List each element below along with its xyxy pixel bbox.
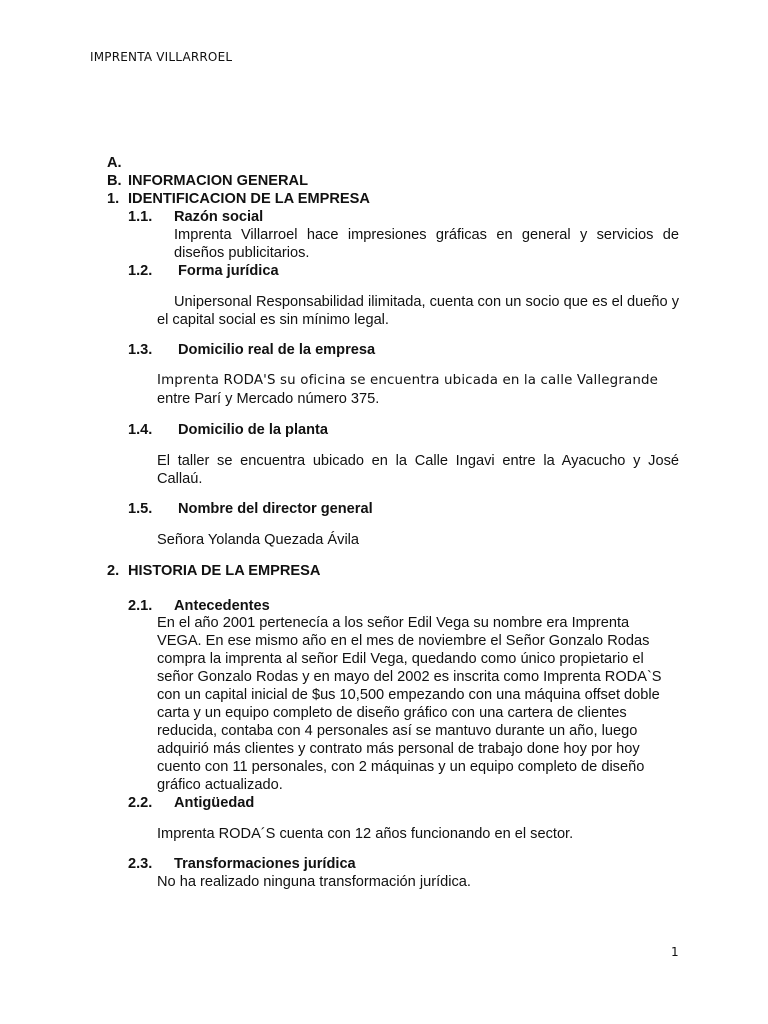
section-1-title: IDENTIFICACION DE LA EMPRESA bbox=[128, 191, 370, 207]
section-2-3-body: No ha realizado ninguna transformación jurídica. bbox=[157, 874, 471, 890]
outline-label-a: A. bbox=[107, 155, 122, 171]
section-2-3-number: 2.3. bbox=[128, 856, 153, 872]
section-2-number: 2. bbox=[107, 563, 120, 579]
section-1-1-body: Imprenta Villarroel hace impresiones gráficas en general y servicios de diseños publicitarios. bbox=[174, 227, 679, 261]
section-1-4-number: 1.4. bbox=[128, 422, 153, 438]
body-line: VEGA. En ese mismo año en el mes de noviembre el Señor Gonzalo Rodas bbox=[157, 633, 650, 649]
body-line: compra la imprenta al señor Edil Vega, quedando como único propietario el bbox=[157, 651, 644, 667]
section-1-1-number: 1.1. bbox=[128, 209, 153, 225]
body-line: reducida, contaba con 4 personales así se mantuvo durante un año, luego bbox=[157, 723, 638, 739]
body-line: En el año 2001 pertenecía a los señor Edil Vega su nombre era Imprenta bbox=[157, 615, 630, 631]
section-1-5-title: Nombre del director general bbox=[178, 501, 373, 517]
section-1-3-number: 1.3. bbox=[128, 342, 153, 358]
section-1-1-title: Razón social bbox=[174, 209, 264, 225]
section-1-5-body: Señora Yolanda Quezada Ávila bbox=[157, 532, 360, 548]
body-line: señor Gonzalo Rodas y en mayo del 2002 es inscrita como Imprenta RODA`S bbox=[157, 669, 662, 685]
body-line: cuento con 11 personales, con 2 máquinas y un equipo completo de diseño bbox=[157, 759, 645, 775]
outline-label-1: 1. bbox=[107, 191, 120, 207]
page-header: IMPRENTA VILLARROEL bbox=[90, 50, 233, 64]
section-2-title: HISTORIA DE LA EMPRESA bbox=[128, 563, 321, 579]
body-line: gráfico actualizado. bbox=[157, 777, 283, 793]
section-1-2-number: 1.2. bbox=[128, 263, 153, 279]
section-1-4-body: El taller se encuentra ubicado en la Calle Ingavi entre la Ayacucho y José Callaú. bbox=[157, 453, 679, 487]
section-2-2-number: 2.2. bbox=[128, 795, 153, 811]
section-1-4-title: Domicilio de la planta bbox=[178, 422, 329, 438]
section-1-2-body: Unipersonal Responsabilidad ilimitada, cuenta con un socio que es el dueño y el capital social es sin mínimo legal. bbox=[157, 294, 679, 328]
outline-label-b: B. bbox=[107, 173, 122, 189]
section-1-2-title: Forma jurídica bbox=[178, 263, 279, 279]
section-2-2-title: Antigüedad bbox=[174, 795, 255, 811]
section-2-3-title: Transformaciones jurídica bbox=[174, 856, 356, 872]
section-1-3-title: Domicilio real de la empresa bbox=[178, 342, 376, 358]
section-1-5-number: 1.5. bbox=[128, 501, 153, 517]
section-2-1-number: 2.1. bbox=[128, 598, 153, 614]
page-number: 1 bbox=[671, 945, 679, 959]
body-line: carta y un equipo completo de diseño gráfico con una cartera de clientes bbox=[157, 705, 627, 721]
section-1-3-body-line2: entre Parí y Mercado número 375. bbox=[157, 391, 380, 407]
body-line: con un capital inicial de $us 10,500 empezando con una máquina offset doble bbox=[157, 687, 660, 703]
body-line: adquirió más clientes y contrato más personal de trabajo done hoy por hoy bbox=[157, 741, 640, 757]
section-2-2-body: Imprenta RODA´S cuenta con 12 años funcionando en el sector. bbox=[157, 826, 574, 842]
section-b-title: INFORMACION GENERAL bbox=[128, 173, 308, 189]
section-2-1-title: Antecedentes bbox=[174, 598, 270, 614]
section-1-3-body-line1: Imprenta RODA'S su oficina se encuentra ubicada en la calle Vallegrande bbox=[157, 373, 659, 388]
